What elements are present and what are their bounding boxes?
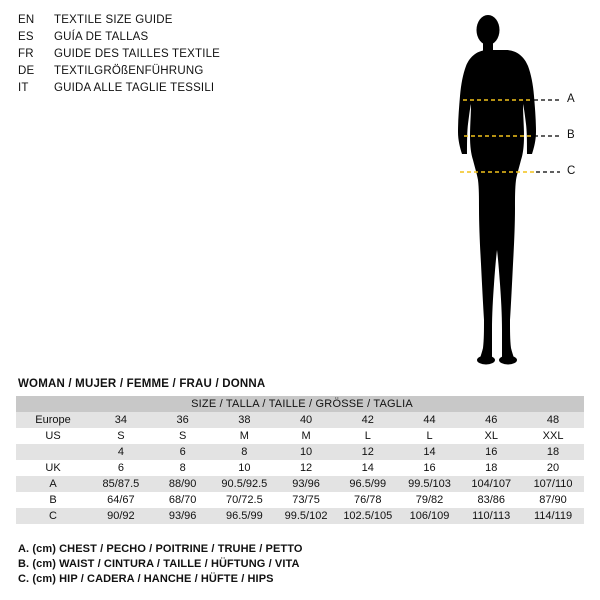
table-row <box>16 492 584 508</box>
cell: XL <box>460 428 522 444</box>
cell: 36 <box>152 412 214 428</box>
cell: 73/75 <box>275 492 337 508</box>
cell: M <box>275 428 337 444</box>
row-label-us: US <box>16 428 90 444</box>
measure-label-a: A <box>567 93 575 105</box>
cell: 79/82 <box>399 492 461 508</box>
table-row <box>16 428 584 444</box>
cell: 6 <box>90 460 152 476</box>
cell: 16 <box>460 444 522 460</box>
table-row <box>16 444 584 460</box>
cell: S <box>90 428 152 444</box>
cell: 93/96 <box>275 476 337 492</box>
row-label-a: A <box>16 476 90 492</box>
cell: 99.5/102 <box>275 508 337 524</box>
cell: 87/90 <box>522 492 584 508</box>
note-hip: C. (cm) HIP / CADERA / HANCHE / HÜFTE / HIPS <box>18 573 274 585</box>
legend-text-fr: GUIDE DES TAILLES TEXTILE <box>54 48 221 60</box>
cell: 99.5/103 <box>399 476 461 492</box>
legend-text-de: TEXTILGRÖßENFÜHRUNG <box>54 65 204 77</box>
row-label-europe: Europe <box>16 412 90 428</box>
cell: 83/86 <box>460 492 522 508</box>
cell: 10 <box>275 444 337 460</box>
cell: 10 <box>213 460 275 476</box>
legend-text-en: TEXTILE SIZE GUIDE <box>54 14 173 26</box>
table-row <box>16 476 584 492</box>
legend-code-fr: FR <box>18 48 34 60</box>
row-label-uk: UK <box>16 460 90 476</box>
cell: L <box>399 428 461 444</box>
cell: M <box>213 428 275 444</box>
size-table-block <box>16 378 584 524</box>
measure-label-c: C <box>567 165 576 177</box>
cell: 16 <box>399 460 461 476</box>
table-header-row <box>16 396 584 412</box>
legend-row-es <box>18 31 348 48</box>
cell: XXL <box>522 428 584 444</box>
cell: 6 <box>152 444 214 460</box>
row-label-b: B <box>16 492 90 508</box>
cell: 70/72.5 <box>213 492 275 508</box>
cell: L <box>337 428 399 444</box>
size-table <box>16 396 584 524</box>
cell: 107/110 <box>522 476 584 492</box>
cell: 18 <box>460 460 522 476</box>
cell: 110/113 <box>460 508 522 524</box>
table-group-title: WOMAN / MUJER / FEMME / FRAU / DONNA <box>18 378 266 390</box>
cell: 42 <box>337 412 399 428</box>
legend-code-en: EN <box>18 14 35 26</box>
table-row <box>16 508 584 524</box>
legend-row-it <box>18 82 348 99</box>
cell: 12 <box>337 444 399 460</box>
cell: 40 <box>275 412 337 428</box>
cell: 90/92 <box>90 508 152 524</box>
cell: 68/70 <box>152 492 214 508</box>
legend-row-en <box>18 14 348 31</box>
legend-text-es: GUÍA DE TALLAS <box>54 31 149 43</box>
cell: 8 <box>213 444 275 460</box>
cell: 90.5/92.5 <box>213 476 275 492</box>
legend-code-de: DE <box>18 65 35 77</box>
cell: 14 <box>337 460 399 476</box>
legend-text-it: GUIDA ALLE TAGLIE TESSILI <box>54 82 215 94</box>
cell: 44 <box>399 412 461 428</box>
cell: 38 <box>213 412 275 428</box>
legend-row-fr <box>18 48 348 65</box>
cell: 76/78 <box>337 492 399 508</box>
cell: S <box>152 428 214 444</box>
measure-label-b: B <box>567 129 575 141</box>
legend-code-es: ES <box>18 31 34 43</box>
row-label-us-numeric <box>16 444 90 460</box>
note-waist: B. (cm) WAIST / CINTURA / TAILLE / HÜFTUNG / VITA <box>18 558 300 570</box>
cell: 64/67 <box>90 492 152 508</box>
cell: 18 <box>522 444 584 460</box>
cell: 85/87.5 <box>90 476 152 492</box>
legend-row-de <box>18 65 348 82</box>
language-legend <box>18 14 348 99</box>
cell: 4 <box>90 444 152 460</box>
cell: 8 <box>152 460 214 476</box>
note-chest: A. (cm) CHEST / PECHO / POITRINE / TRUHE / PETTO <box>18 543 303 555</box>
cell: 14 <box>399 444 461 460</box>
cell: 114/119 <box>522 508 584 524</box>
legend-code-it: IT <box>18 82 29 94</box>
cell: 106/109 <box>399 508 461 524</box>
female-silhouette-icon <box>430 8 590 368</box>
cell: 46 <box>460 412 522 428</box>
cell: 20 <box>522 460 584 476</box>
cell: 96.5/99 <box>337 476 399 492</box>
body-figure <box>430 8 590 368</box>
cell: 48 <box>522 412 584 428</box>
cell: 93/96 <box>152 508 214 524</box>
cell: 88/90 <box>152 476 214 492</box>
cell: 34 <box>90 412 152 428</box>
table-row <box>16 460 584 476</box>
row-label-c: C <box>16 508 90 524</box>
table-row <box>16 412 584 428</box>
cell: 104/107 <box>460 476 522 492</box>
measurement-notes <box>18 542 578 587</box>
cell: 12 <box>275 460 337 476</box>
table-header-label: SIZE / TALLA / TAILLE / GRÖSSE / TAGLIA <box>16 396 584 412</box>
cell: 102.5/105 <box>337 508 399 524</box>
cell: 96.5/99 <box>213 508 275 524</box>
